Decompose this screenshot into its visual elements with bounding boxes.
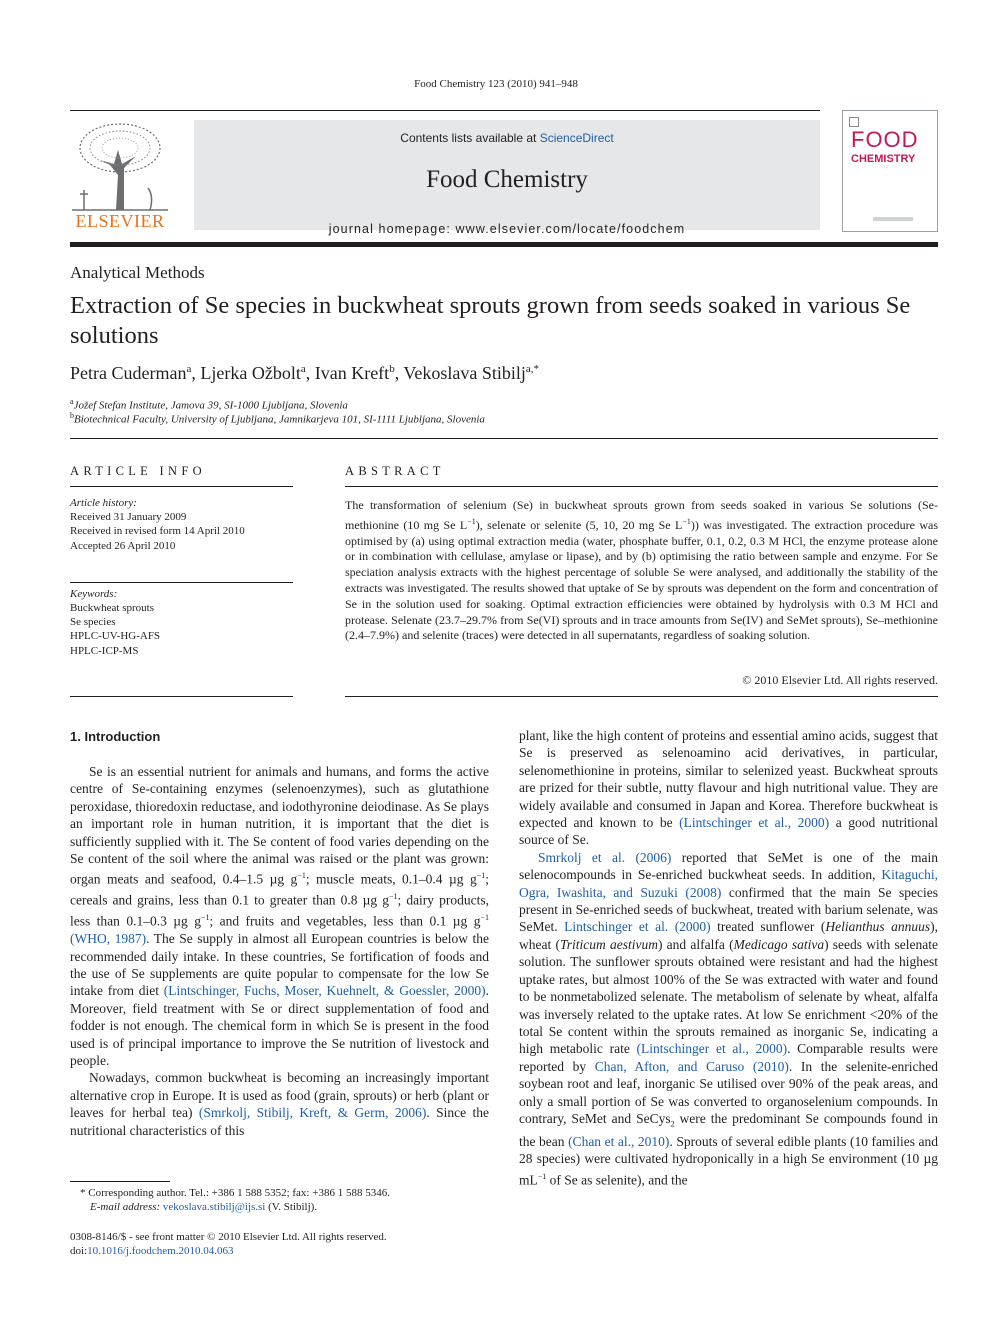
masthead-thick-rule: [70, 242, 938, 247]
keyword: Se species: [70, 616, 116, 628]
paragraph: Se is an essential nutrient for animals and humans, and forms the active centre of Se-containing enzymes (selenoenzymes), such as glutathione peroxidase, thioredoxin reductase, and iodothyronine deiodinase. As Se plays an important role in human nutrition, it is important that the diet is sufficiently supplied with it. The Se content of food varies depending on the Se content of the soil where the animal was raised or the plant was grown: organ meats and seafood, 0.4–1.5 µg $g^{-1}$; muscle meats, 0.1–0.4 µg $g^{-1}$; cereals and grains, less than 0.1 to greater than 0.8 µg $g^{-1}$; dairy products, less than 0.1–0.3 µg $g^{-1}$; and fruits and vegetables, less than 0.1 µg $g^{-1}$ (WHO, 1987). The Se supply in almost all European countries is below the recommended daily intake. In these countries, Se fortification of foods and the use of Se supplements are quite popular to compensate for the low Se intake from diet (Lintschinger, Fuchs, Moser, Kuehnelt, & Goessler, 2000). Moreover, field treatment with Se or direct supplementation of food and fodder is not enough. The chemical form in which Se is present in the food used is of principal importance to improve the Se nutrition of livestock and people.: [70, 764, 490, 1068]
doi-line: doi:10.1016/j.foodchem.2010.04.063: [70, 1245, 234, 1257]
email-link[interactable]: vekoslava.stibilj@ijs.si: [162, 1201, 266, 1213]
citation-link[interactable]: Chan, Afton, and Caruso (2010): [594, 1058, 789, 1074]
keyword: HPLC-ICP-MS: [70, 645, 139, 657]
history-label: Article history:: [70, 497, 137, 509]
citation-link[interactable]: (WHO, 1987): [70, 931, 147, 947]
cover-publisher-mark-icon: [873, 215, 913, 223]
history-item: Received in revised form 14 April 2010: [70, 525, 245, 537]
citation-link[interactable]: (Smrkolj, Stibilj, Kreft, & Germ, 2006): [198, 1105, 427, 1121]
citation-link[interactable]: Lintschinger et al. (2000): [564, 919, 711, 935]
author-list: Petra Cuderman$^a$, Ljerka Ožbolt$^a$, Ivan Kreft$^b$, Vekoslava Stibilj$^{a,*}$: [70, 363, 540, 383]
affiliation: $^b$Biotechnical Faculty, University of Ljubljana, Jamnikarjeva 101, SI-1111 Ljubljana, Slovenia: [70, 411, 485, 426]
paragraph: Smrkolj et al. (2006) reported that SeMet is one of the main selenocompounds in Se-enriched buckwheat seeds. In addition, Kitaguchi, Ogra, Iwashita, and Suzuki (2008) confirmed that the main Se species present in Se-enriched seeds of buckwheat, treated with barium selenate, was SeMet. Lintschinger et al. (2000) treated sunflower (Helianthus annuus), wheat (Triticum aestivum) and alfalfa (Medicago sativa) seeds with selenate solution. The sunflower sprouts obtained were resistant and had the highest uptake rates, but almost 100% of the Se was extracted with water and found to be nonmetabolized selenate. The metabolism of selenate by wheat, alfalfa was inversely related to the uptake rates. At low Se enrichment <20% of the total Se content within the sprouts remained as inorganic Se, indicating a high metabolic rate (Lintschinger et al., 2000). Comparable results were reported by Chan, Afton, and Caruso (2010). In the selenite-enriched soybean root and leaf, inorganic Se utilised over 90% of the peak areas, and only a small portion of Se was converted to organoselenium compounds. In contrary, SeMet and SeCys$_2$ were the predominant Se compounds found in the bean (Chan et al., 2010). Sprouts of several edible plants (10 families and 28 species) were cultivated hydroponically in a high Se environment (10 µg $mL^{-1}$ of Se as selenite), and the: [519, 849, 939, 1188]
elsevier-logo[interactable]: [70, 120, 170, 232]
cover-title-food: FOOD: [851, 127, 919, 152]
history-item: Received 31 January 2009: [70, 511, 187, 523]
article-info-heading: ARTICLE INFO: [70, 464, 206, 478]
footnote-rule: [70, 1181, 170, 1182]
keyword: Buckwheat sprouts: [70, 602, 155, 614]
issn-line: 0308-8146/$ - see front matter © 2010 Elsevier Ltd. All rights reserved.: [70, 1231, 387, 1243]
author-affil-marker: a,*: [525, 363, 540, 375]
journal-cover-thumbnail[interactable]: [842, 110, 938, 232]
citation-link[interactable]: (Lintschinger et al., 2000): [636, 1041, 788, 1057]
citation-link[interactable]: (Chan et al., 2010): [568, 1134, 670, 1150]
article-info-rule: [70, 486, 293, 487]
body-column-right: [519, 727, 938, 1189]
paragraph: Nowadays, common buckwheat is becoming an increasingly important alternative crop in Europe. It is used as food (grain, sprouts) or herb (plant or leaves for herbal tea) (Smrkolj, Stibilj, Kreft, & Germ, 2006). Since the nutritional characteristics of this: [70, 1070, 489, 1138]
sciencedirect-link[interactable]: ScienceDirect: [539, 131, 614, 145]
journal-name: Food Chemistry: [426, 166, 588, 193]
author-name[interactable]: Ivan Kreft: [314, 363, 390, 383]
citation-link[interactable]: (Lintschinger, Fuchs, Moser, Kuehnelt, & Goessler, 2000): [163, 983, 486, 999]
abstract-text: The transformation of selenium (Se) in buckwheat sprouts grown from seeds soaked in various Se solutions (Se-methionine (10 mg Se $L^{-1}$), selenate or selenite (5, 10, 20 mg Se $L^{-1}$)) was investigated. The extraction procedure was optimised by (a) using optimal extraction media (water, phosphate buffer, 0.1, 0.2, 0.3 M HCl, the enzyme protease alone or in combination with cellulase, amylase or lipase), and by (b) optimising the ratio between sample and enzyme. For Se speciation analysis extracts with the highest percentage of soluble Se were analysed, and additionally the stability of the extracts was investigated. The results showed that uptake of Se by sprouts was dependent on the form and concentration of Se in the solution used for soaking. Optimal extraction efficiencies were obtained by hydrolysis with 0.3 M HCl and protease. Selenate (23.7–29.7% from Se(VI) sprouts and in trace amounts from Se(IV) and SeMet sprouts), Se–methionine (2.4–7.9%) and selenite (traces) were detected in all supernatants, regardless of soaking solution.: [345, 498, 939, 643]
elsevier-wordmark: ELSEVIER: [75, 211, 165, 231]
running-head: Food Chemistry 123 (2010) 941–948: [414, 78, 578, 90]
header-divider: [70, 438, 938, 439]
journal-banner: [194, 120, 820, 236]
contents-prefix: Contents lists available at: [400, 131, 540, 145]
introduction-heading: 1. Introduction: [70, 729, 161, 744]
abstract-bottom-rule: [345, 696, 938, 697]
affiliation: $^a$Jožef Stefan Institute, Jamova 39, SI-1000 Ljubljana, Slovenia: [70, 397, 348, 412]
author-affil-marker: a: [186, 363, 192, 375]
journal-masthead: [70, 110, 938, 234]
author-affil-marker: b: [389, 363, 395, 375]
citation-link[interactable]: (Lintschinger et al., 2000): [679, 815, 830, 831]
email-note: E-mail address: vekoslava.stibilj@ijs.si (V. Stibilj).: [90, 1201, 318, 1213]
body-column-left: [70, 763, 489, 1139]
doi-link[interactable]: 10.1016/j.foodchem.2010.04.063: [87, 1245, 234, 1257]
abstract-rule: [345, 486, 938, 487]
paragraph: plant, like the high content of proteins and essential amino acids, suggest that Se is preserved as selenoamino acid derivatives, in particular, selenomethionine in proteins, similar to selenized yeast. Buckwheat sprouts are prized for their subtle, nutty flavour and high nutritional value. They are widely available and consumed in Japan and Korea. Therefore buckwheat is expected and known to be (Lintschinger et al., 2000) a good nutritional source of Se.: [519, 728, 938, 848]
keywords-label: Keywords:: [70, 588, 118, 600]
author-name[interactable]: Petra Cuderman: [70, 363, 187, 383]
corresponding-author-note: * Corresponding author. Tel.: +386 1 588 5352; fax: +386 1 588 5346.: [80, 1187, 390, 1199]
author-name[interactable]: Ljerka Ožbolt: [200, 363, 301, 383]
keyword: HPLC-UV-HG-AFS: [70, 630, 161, 642]
article-title: Extraction of Se species in buckwheat sprouts grown from seeds soaked in various Se solutions: [70, 292, 911, 349]
masthead-top-rule: [70, 110, 820, 111]
cover-corner-icon: [849, 117, 859, 127]
keywords-rule: [70, 582, 293, 583]
citation-link[interactable]: Kitaguchi, Ogra, Iwashita, and Suzuki (2008): [519, 867, 938, 900]
author-affil-marker: a: [300, 363, 306, 375]
copyright-line: © 2010 Elsevier Ltd. All rights reserved.: [742, 673, 938, 687]
article-info-bottom-rule: [70, 696, 293, 697]
section-type: Analytical Methods: [70, 263, 205, 282]
elsevier-tree-icon: [70, 120, 170, 212]
citation-link[interactable]: Smrkolj et al. (2006): [538, 849, 672, 865]
journal-homepage[interactable]: journal homepage: www.elsevier.com/locate/foodchem: [328, 222, 686, 236]
author-name[interactable]: Vekoslava Stibilj: [403, 363, 526, 383]
history-item: Accepted 26 April 2010: [70, 540, 176, 552]
cover-title-chemistry: CHEMISTRY: [851, 153, 916, 165]
contents-line: [194, 131, 820, 145]
abstract-heading: ABSTRACT: [345, 464, 445, 478]
